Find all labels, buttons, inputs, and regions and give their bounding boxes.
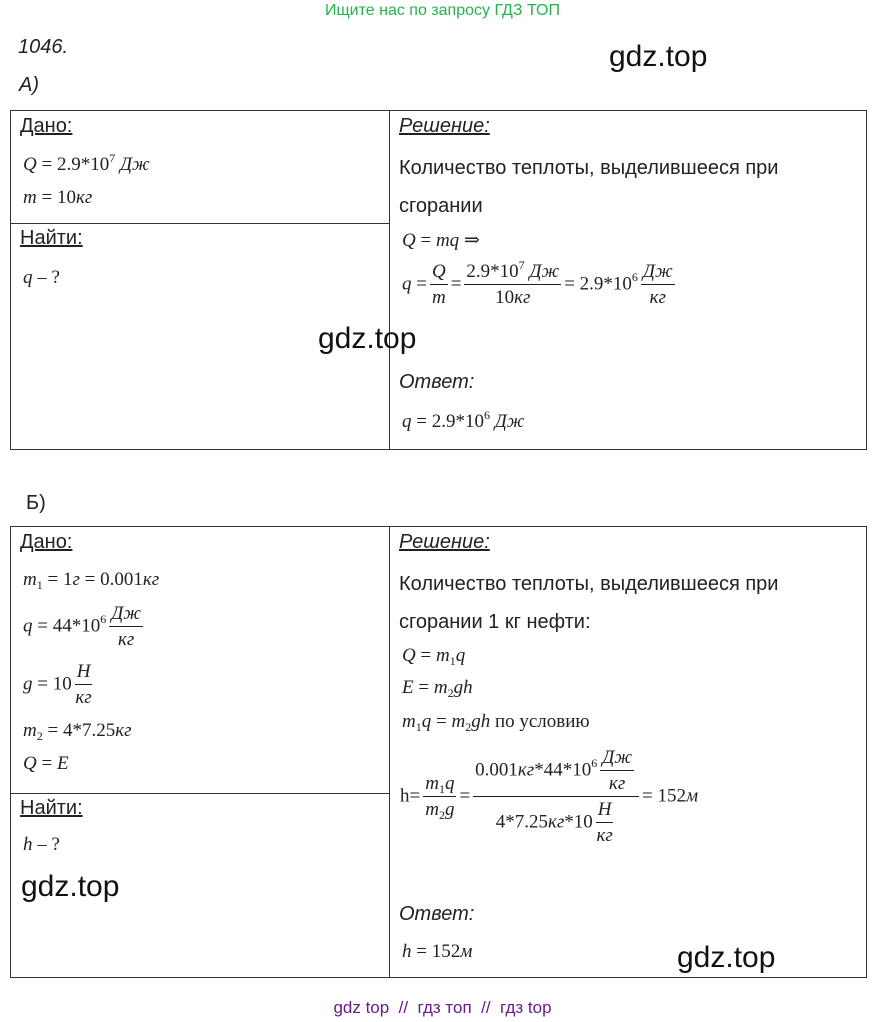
part-a-label: А) [19, 74, 39, 96]
part-b-given-qe: Q = E [23, 753, 69, 774]
part-b-find-h: h – ? [23, 834, 60, 855]
part-b-formula-1: $Q = m_1q$ [402, 645, 466, 668]
part-b-given-m1: $m_1 = 1г = 0.001кг$ [23, 569, 160, 592]
watermark: gdz.top [318, 322, 417, 355]
part-b-solution-header: Решение: [399, 531, 490, 553]
watermark: gdz.top [677, 941, 776, 974]
part-b-given-g: g = 10 $\frac{Н}{кг}$ [23, 661, 92, 708]
part-a-answer: $q = 2.9*10^6$ Дж [402, 408, 525, 432]
problem-number: 1046. [18, 36, 69, 58]
part-a-given-q: $Q = 2.9*10^7$ Дж [23, 151, 150, 175]
part-b-given-q: $q = 44*10^6$ $\frac{Дж}{кг}$ [23, 603, 141, 650]
part-b-formula-3: $m_1q = m_2gh$ по условию [402, 711, 590, 734]
part-a-solution-text: Количество теплоты, выделившееся при сгорании [399, 157, 779, 217]
condition-text: по условию [494, 711, 590, 732]
part-a-formula-2: q = $\frac{Q}{m}$ = $\frac{2.9*10^7 Дж}{10кг}$ = $2.9*10^6$ $\frac{Дж}{кг}$ [402, 258, 673, 308]
part-b-given-header: Дано: [20, 531, 73, 553]
part-a-formula-1: Q = mq ⇒ [402, 230, 480, 251]
footer-links[interactable]: gdz top // гдз топ // гдз top [333, 998, 552, 1017]
part-a-given-m: m = 10кг [23, 187, 93, 208]
part-a-find-q: q – ? [23, 267, 60, 288]
part-b-formula-2: $E = m_2gh$ [402, 677, 473, 700]
part-a-answer-header: Ответ: [399, 371, 475, 393]
part-a-given-header: Дано: [20, 115, 73, 137]
watermark: gdz.top [609, 40, 708, 73]
part-b-table [10, 526, 867, 978]
part-b-answer-header: Ответ: [399, 903, 475, 925]
part-a-solution-header: Решение: [399, 115, 490, 137]
search-banner: Ищите нас по запросу ГДЗ ТОП [325, 2, 560, 19]
part-b-formula-4: h= $\frac{m_1q}{m_2g}$ = $0.001кг*44*10^6$ $\frac{Дж}{кг}$ 4*7.25кг*10 $\frac{Н}{кг}$ = 152м [400, 747, 699, 846]
part-b-solution-text: Количество теплоты, выделившееся при сгорании 1 кг нефти: [399, 573, 779, 633]
part-b-answer: h = 152м [402, 941, 473, 962]
part-a-table [10, 110, 867, 450]
watermark: gdz.top [21, 870, 120, 903]
part-a-find-header: Найти: [20, 227, 83, 249]
part-b-label: Б) [26, 492, 46, 514]
part-b-given-m2: $m_2 = 4*7.25кг$ [23, 720, 132, 743]
part-b-find-header: Найти: [20, 797, 83, 819]
